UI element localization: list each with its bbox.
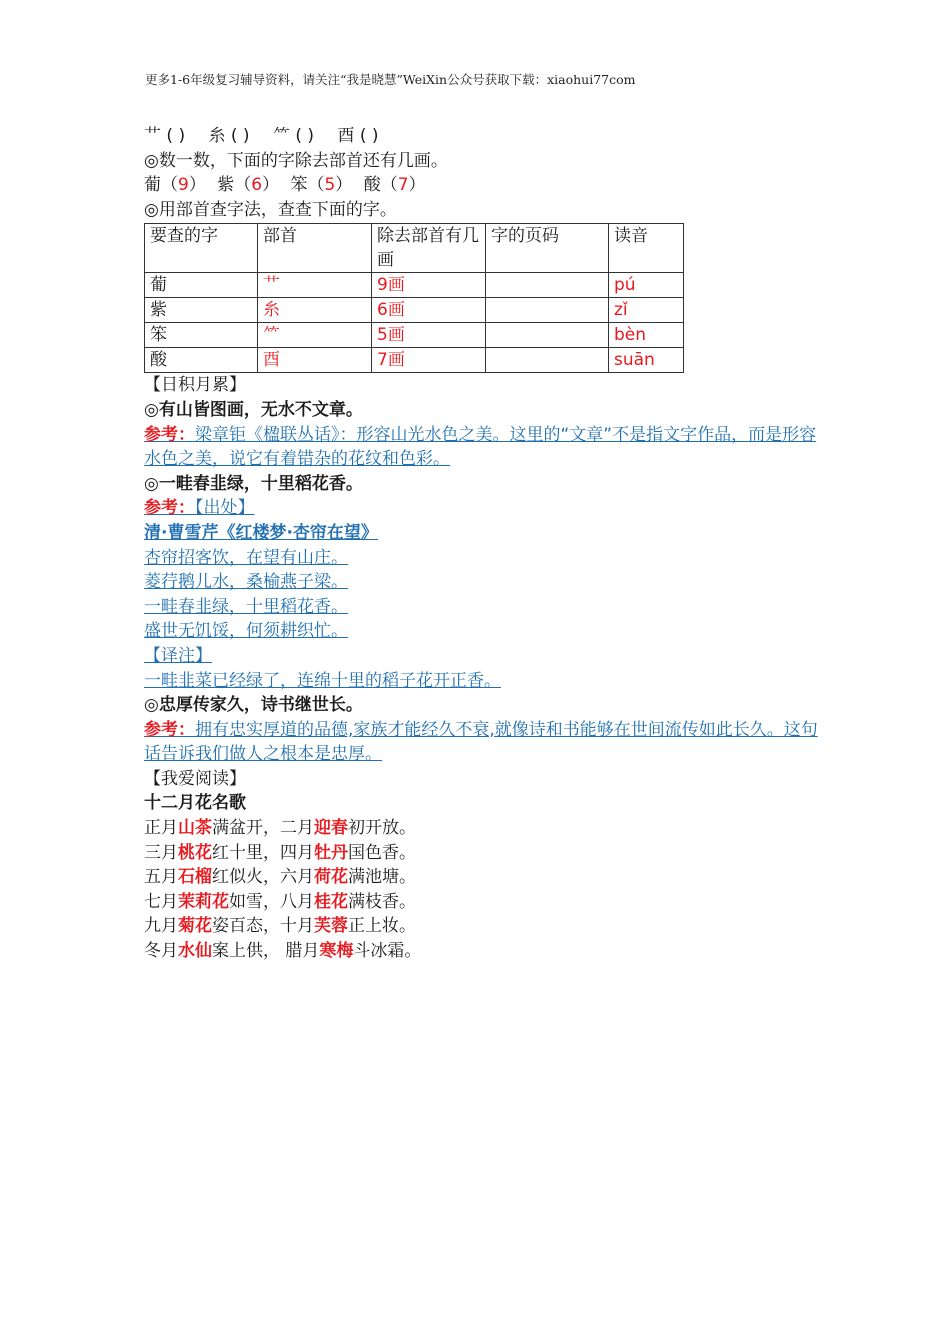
flower-name: 石榴 [178, 867, 212, 888]
saying-2: ◎一畦春韭绿，十里稻花香。 [144, 473, 363, 494]
song-line [144, 841, 824, 866]
song-text: 如雪，八月 [229, 891, 314, 912]
month: 七月 [144, 891, 178, 912]
worksheet-body [144, 124, 824, 964]
count-char: 紫 [217, 175, 235, 196]
table-cell-radical: 艹 [258, 273, 372, 298]
table-cell-char: 酸 [145, 348, 258, 373]
song-line [144, 939, 824, 964]
count-answer: 6 [251, 175, 263, 196]
radical-blank-4: ( ) [359, 126, 379, 146]
reference-label: 参考： [144, 424, 195, 445]
song-line [144, 914, 824, 939]
table-cell-strokes: 9画 [372, 273, 486, 298]
song-text: 正上妆。 [348, 916, 416, 937]
song-line [144, 816, 824, 841]
page-header: 更多1-6年级复习辅导资料，请关注“我是晓慧”WeiXin公众号获取下载：xiaohui77com [145, 72, 636, 87]
table-cell-page [486, 298, 609, 323]
table-cell-page [486, 323, 609, 348]
radical-blank-3: ( ) [295, 126, 315, 146]
table-header: 要查的字 [145, 224, 258, 273]
poem-line: 菱荇鹅儿水，桑榆燕子梁。 [144, 572, 348, 593]
month: 冬月 [144, 941, 178, 962]
reference-text: 梁章钜《楹联丛话》：形容山光水色之美。这里的“文章”不是指文字作品，而是形容水色之美，说它有着错杂的花纹和色彩。 [144, 424, 817, 470]
source-label: 【出处】 [195, 498, 255, 519]
song-line [144, 890, 824, 915]
count-char: 笨 [290, 175, 308, 196]
month: 三月 [144, 842, 178, 863]
song-text: 初开放。 [348, 818, 416, 839]
flower-name: 菊花 [178, 916, 212, 937]
table-cell-radical: ⺮ [258, 323, 372, 348]
flower-name: 桂花 [314, 891, 348, 912]
table-header-row [145, 224, 684, 273]
table-cell-pinyin: suān [609, 348, 684, 373]
flower-name: 芙蓉 [314, 916, 348, 937]
reference-text: 拥有忠实厚道的品德,家族才能经久不衰,就像诗和书能够在世间流传如此长久。这句话告诉我们做人之根本是忠厚。 [144, 719, 818, 765]
table-cell-strokes: 6画 [372, 298, 486, 323]
poem-line: 杏帘招客饮，在望有山庄。 [144, 547, 348, 568]
song-line [144, 865, 824, 890]
flower-name: 桃花 [178, 842, 212, 863]
flower-name: 水仙 [178, 941, 212, 962]
table-cell-radical: 糸 [258, 298, 372, 323]
paren-open: （ [307, 175, 325, 196]
table-header: 读音 [609, 224, 684, 273]
radicals-line [144, 124, 824, 149]
table-row [145, 323, 684, 348]
song-text: 红似火，六月 [212, 867, 314, 888]
saying-3: ◎忠厚传家久，诗书继世长。 [144, 695, 363, 716]
radical-blank-2: ( ) [230, 126, 250, 146]
count-char: 酸 [363, 175, 381, 196]
table-cell-strokes: 7画 [372, 348, 486, 373]
radical-2: 糸 [208, 126, 226, 146]
song-text: 满枝香。 [348, 891, 416, 912]
table-header: 字的页码 [486, 224, 609, 273]
song-text: 红十里，四月 [212, 842, 314, 863]
table-cell-pinyin: bèn [609, 323, 684, 348]
table-cell-page [486, 348, 609, 373]
table-cell-char: 笨 [145, 323, 258, 348]
count-answer: 9 [178, 175, 189, 196]
poem-line: 一畦春韭绿，十里稻花香。 [144, 596, 348, 617]
source-line [144, 496, 824, 521]
song-text: 姿百态，十月 [212, 916, 314, 937]
count-answer: 5 [324, 175, 336, 196]
table-header: 除去部首有几画 [372, 224, 486, 273]
flower-name: 牡丹 [314, 842, 348, 863]
saying-1: ◎有山皆图画，无水不文章。 [144, 399, 363, 420]
paren-open: （ [161, 175, 178, 196]
notes-text: 一畦韭菜已经绿了，连绵十里的稻子花开正香。 [144, 670, 501, 691]
saying-3-reference [144, 718, 824, 767]
song-text: 满池塘。 [348, 867, 416, 888]
section-accumulate: 【日积月累】 [144, 375, 246, 396]
song-text: 满盆开，二月 [212, 818, 314, 839]
radical-1: 艹 [144, 126, 161, 146]
notes-label: 【译注】 [144, 645, 212, 666]
paren-close: ） [262, 175, 280, 196]
radical-blank-1: ( ) [166, 126, 186, 146]
paren-open: （ [380, 175, 398, 196]
song-title: 十二月花名歌 [144, 793, 246, 814]
table-row [145, 298, 684, 323]
poem-line: 盛世无饥馁，何须耕织忙。 [144, 621, 348, 642]
count-answer: 7 [397, 175, 409, 196]
table-cell-pinyin: pú [609, 273, 684, 298]
paren-close: ） [408, 175, 426, 196]
table-row [145, 273, 684, 298]
reference-label: 参考： [144, 719, 195, 740]
song-text: 案上供， 腊月 [212, 941, 320, 962]
count-heading: ◎数一数，下面的字除去部首还有几画。 [144, 150, 448, 171]
table-cell-char: 葡 [145, 273, 258, 298]
section-reading: 【我爱阅读】 [144, 768, 246, 789]
table-cell-char: 紫 [145, 298, 258, 323]
paren-close: ） [335, 175, 353, 196]
paren-close: ） [188, 175, 206, 196]
table-header: 部首 [258, 224, 372, 273]
month: 正月 [144, 818, 178, 839]
table-cell-strokes: 5画 [372, 323, 486, 348]
song-text: 国色香。 [348, 842, 416, 863]
lookup-heading: ◎用部首查字法，查查下面的字。 [144, 199, 397, 220]
month: 五月 [144, 867, 178, 888]
saying-1-reference [144, 423, 824, 472]
poem-title: 清·曹雪芹《红楼梦·杏帘在望》 [144, 522, 378, 543]
reference-label: 参考： [144, 498, 195, 519]
table-cell-radical: 酉 [258, 348, 372, 373]
flower-name: 茉莉花 [178, 891, 229, 912]
flower-name: 寒梅 [319, 941, 354, 962]
count-answers [144, 173, 824, 198]
month: 九月 [144, 916, 178, 937]
flower-name: 迎春 [314, 818, 348, 839]
radical-4: 酉 [337, 126, 355, 146]
radical-lookup-table [144, 223, 684, 373]
flower-name: 荷花 [314, 867, 348, 888]
count-char: 葡 [144, 175, 161, 196]
table-cell-page [486, 273, 609, 298]
table-row [145, 348, 684, 373]
song-text: 斗冰霜。 [353, 941, 422, 962]
table-cell-pinyin: zǐ [609, 298, 684, 323]
flower-name: 山茶 [178, 818, 212, 839]
paren-open: （ [234, 175, 252, 196]
radical-3: ⺮ [272, 126, 290, 146]
